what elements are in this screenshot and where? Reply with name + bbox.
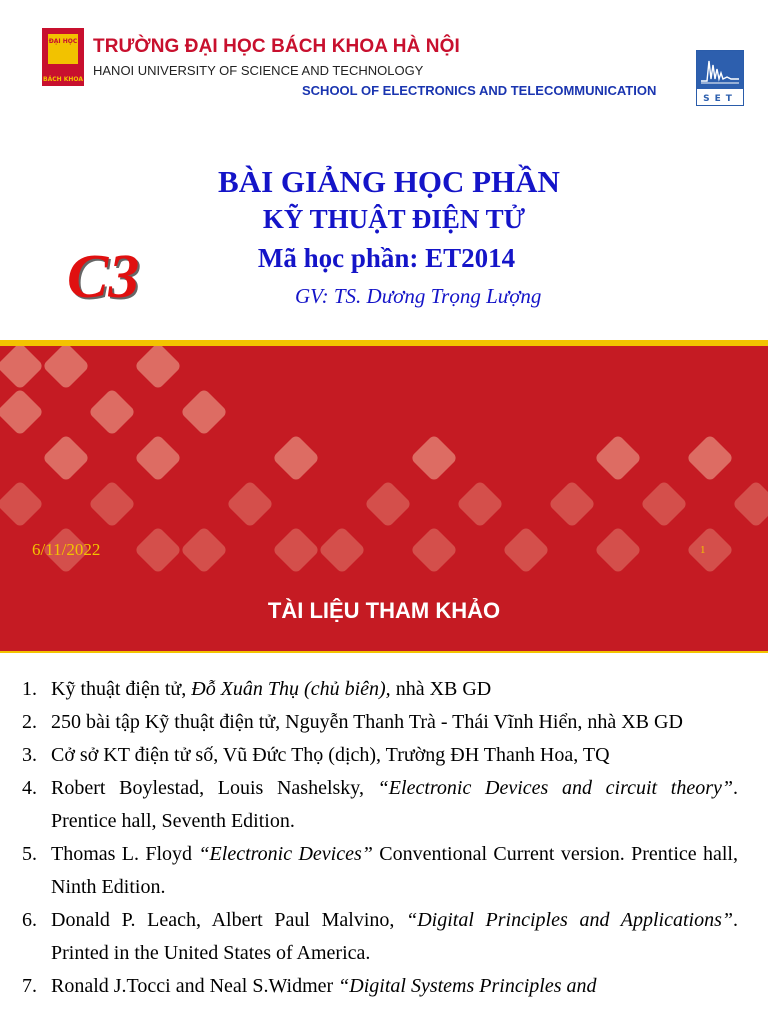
school-name: SCHOOL OF ELECTRONICS AND TELECOMMUNICATION <box>302 83 657 98</box>
diamond-shape <box>88 388 136 436</box>
course-name: KỸ THUẬT ĐIỆN TỬ <box>262 204 526 234</box>
diamond-shape <box>0 480 44 528</box>
diamond-shape <box>134 346 182 390</box>
university-name-en: HANOI UNIVERSITY OF SCIENCE AND TECHNOLOGY <box>93 63 424 78</box>
diamond-shape <box>364 480 412 528</box>
diamond-shape <box>686 526 734 574</box>
hust-logo-bottom-text: BÁCH KHOA <box>43 76 83 83</box>
references-slide <box>0 575 768 1024</box>
diamond-shape <box>318 526 366 574</box>
slide-date: 6/11/2022 <box>32 540 101 559</box>
reference-item: 1. Kỹ thuật điện tử, Đỗ Xuân Thụ (chủ biên), nhà XB GD <box>22 678 492 700</box>
chapter-label: C3 <box>67 243 140 311</box>
reference-item: 3. Cở sở KT điện tử số, Vũ Đức Thọ (dịch), Trường ĐH Thanh Hoa, TQ <box>22 744 610 766</box>
diamond-shape <box>456 480 504 528</box>
university-name-vn: TRƯỜNG ĐẠI HỌC BÁCH KHOA HÀ NỘI <box>93 36 460 57</box>
reference-item: 2. 250 bài tập Kỹ thuật điện tử, Nguyễn Thanh Trà - Thái Vĩnh Hiển, nhà XB GD <box>22 711 683 733</box>
diamond-shape <box>640 480 688 528</box>
diamond-shape <box>180 526 228 574</box>
diamond-shape <box>686 434 734 482</box>
diamond-shape <box>134 526 182 574</box>
diamond-pattern <box>0 346 768 575</box>
diamond-shape <box>0 388 44 436</box>
reference-item: 4. Robert Boylestad, Louis Nashelsky, “Electronic Devices and circuit theory”. Prentice hall, Seventh Edition. <box>22 777 738 832</box>
diamond-shape <box>594 434 642 482</box>
course-code: Mã học phần: ET2014 <box>257 243 516 273</box>
signal-wave-icon <box>701 57 739 85</box>
diamond-shape <box>594 526 642 574</box>
diamond-shape <box>272 434 320 482</box>
hust-logo-top-text: ĐẠI HỌC <box>48 38 78 45</box>
diamond-shape <box>134 434 182 482</box>
diamond-shape <box>0 346 44 390</box>
reference-item: 7. Ronald J.Tocci and Neal S.Widmer “Digital Systems Principles and <box>22 975 597 997</box>
reference-item: 5. Thomas L. Floyd “Electronic Devices” Conventional Current version. Prentice hall, Ninth Edition. <box>22 843 738 898</box>
diamond-shape <box>88 480 136 528</box>
diamond-shape <box>410 434 458 482</box>
diamond-shape <box>732 480 768 528</box>
decorative-band <box>0 346 768 575</box>
diamond-shape <box>42 346 90 390</box>
references-header <box>0 575 768 651</box>
header-divider <box>0 651 768 653</box>
reference-item: 6. Donald P. Leach, Albert Paul Malvino, “Digital Principles and Applications”. Printed in the United States of America. <box>22 909 739 964</box>
references-title: TÀI LIỆU THAM KHẢO <box>267 598 501 623</box>
reference-list <box>22 673 738 1003</box>
set-logo <box>696 50 744 106</box>
lecturer-name: GV: TS. Dương Trọng Lượng <box>295 284 542 308</box>
diamond-shape <box>180 388 228 436</box>
hust-logo <box>42 28 84 86</box>
diamond-shape <box>502 526 550 574</box>
diamond-shape <box>410 526 458 574</box>
course-heading: BÀI GIẢNG HỌC PHẦN <box>218 164 560 199</box>
slide-page-number: 1 <box>700 544 706 556</box>
set-logo-text: SET <box>703 94 737 104</box>
diamond-shape <box>226 480 274 528</box>
diamond-shape <box>548 480 596 528</box>
diamond-shape <box>272 526 320 574</box>
diamond-shape <box>42 434 90 482</box>
